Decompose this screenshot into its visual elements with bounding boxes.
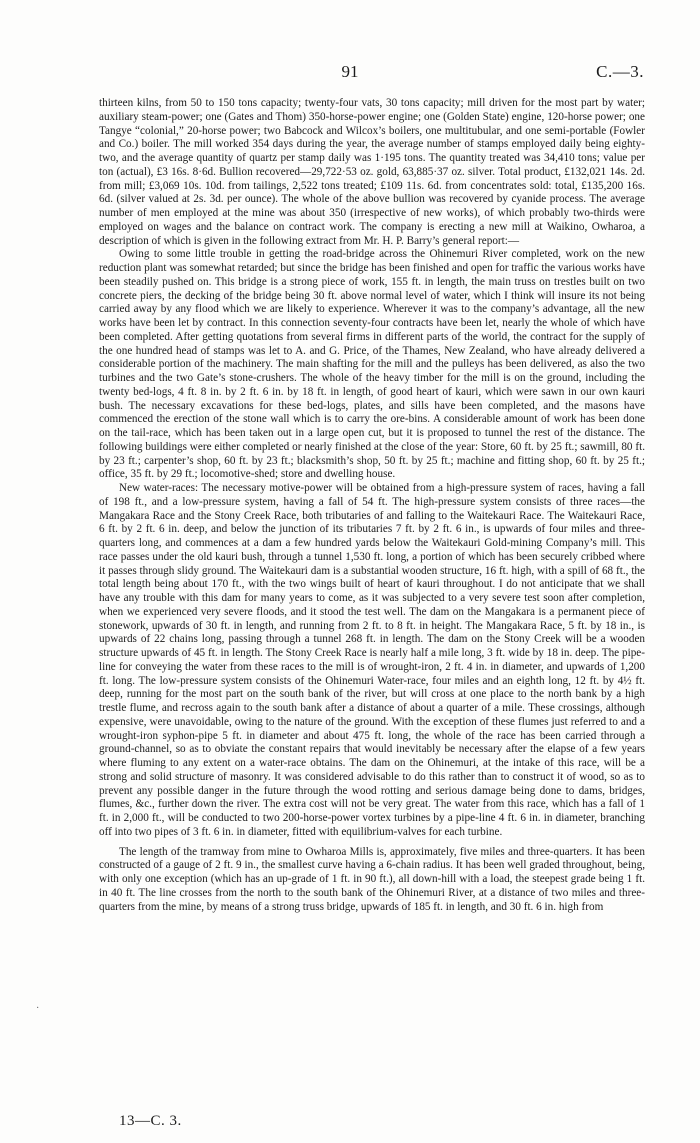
document-reference: C.—3. [596, 62, 644, 81]
margin-mark: · [36, 1003, 40, 1014]
signature-mark: 13—C. 3. [119, 1113, 182, 1129]
paragraph-kilns-and-mill: thirteen kilns, from 50 to 150 tons capacity; twenty-four vats, 30 tons capacity; mill driven for the most part by water; auxiliary steam-power; one (Gates and Thom) 350-horse-power engine; one (Golden State) engine, 120-horse power; one Tangye “colonial,” 20-horse power; two Babcock and Wilcox’s boilers, one multitubular, and one semi-portable (Fowler and Co.) boiler. The mill worked 354 days during the year, the average number of stamps employed daily being eighty-two, and the average quantity of quartz per stamp daily was 1·195 tons. The quantity treated was 34,410 tons; value per ton (actual), £3 16s. 8·6d. Bullion recovered—29,722·53 oz. gold, 63,885·37 oz. silver. Total product, £132,021 14s. 2d. from mill; £3,069 10s. 10d. from tailings, 2,522 tons treated; £109 11s. 6d. from concentrates sold: total, £135,200 16s. 6d. (silver valued at 2s. 3d. per ounce). The whole of the above bullion was recovered by cyanide process. The average number of men employed at the mine was about 350 (irrespective of new works), of which probably two-thirds were employed on wages and the balance on contract work. The company is erecting a new mill at Waikino, Owharoa, a description of which is given in the following extract from Mr. H. P. Barry’s general report:— [99, 97, 645, 247]
page-number: 91 [341, 62, 359, 81]
paragraph-tramway: The length of the tramway from mine to Owharoa Mills is, approximately, five miles and three-quarters. It has been constructed of a gauge of 2 ft. 9 in., the smallest curve having a 6-chain radius. It has been well graded throughout, being, with only one exception (which has an up-grade of 1 ft. in 90 ft.), all down-hill with a load, the steepest grade being 1 ft. in 40 ft. The line crosses from the north to the south bank of the Ohinemuri River, at a distance of two miles and three-quarters from the mine, by means of a strong truss bridge, upwards of 185 ft. in length, and 30 ft. 6 in. high from [99, 845, 645, 913]
paragraph-report-extract: Owing to some little trouble in getting the road-bridge across the Ohinemuri River completed, work on the new reduction plant was somewhat retarded; but since the bridge has been finished and open for traffic the various works have been steadily pushed on. This bridge is a strong piece of work, 155 ft. in length, the main truss on trestles built on two concrete piers, the decking of the bridge being 30 ft. above normal level of water, which I think will insure its not being carried away by any flood which we are likely to experience. Wherever it was to the company’s advantage, all the new works have been let by contract. In this connection seventy-four contracts have been let, nearly the whole of which have been completed. After getting quotations from several firms in different parts of the world, the contract for the supply of the one hundred head of stamps was let to A. and G. Price, of the Thames, New Zealand, who have already delivered a considerable portion of the machinery. The main shafting for the mill and the pulleys has been delivered, as also the two turbines and the two Gate’s stone-crushers. The whole of the heavy timber for the mill is on the ground, including the twenty bed-logs, 4 ft. 8 in. by 2 ft. 6 in. by 18 ft. in length, of good heart of kauri, which were sawn in our own kauri bush. The necessary excavations for these bed-logs, plates, and sills have been completed, and the masons have commenced the erection of the stone wall which is to carry the ore-bins. A considerable amount of work has been done on the tail-race, which has been taken out in a large open cut, but it is proposed to tunnel the rest of the distance. The following buildings were either completed or nearly finished at the close of the year: Store, 60 ft. by 25 ft.; sawmill, 80 ft. by 23 ft.; carpenter’s shop, 60 ft. by 23 ft.; blacksmith’s shop, 50 ft. by 25 ft.; machine and fitting shop, 60 ft. by 25 ft.; office, 35 ft. by 29 ft.; locomotive-shed; store and dwelling house. [99, 248, 645, 481]
body-text [99, 97, 645, 914]
paragraph-water-races: New water-races: The necessary motive-power will be obtained from a high-pressure system of races, having a fall of 198 ft., and a low-pressure system, having a fall of 54 ft. The high-pressure system consists of three races—the Mangakara Race and the Stony Creek Race, both tributaries of and falling to the Waitekauri Race. The Waitekauri Race, 6 ft. by 2 ft. 6 in. deep, and below the junction of its tributaries 7 ft. by 2 ft. 6 in., is upwards of four miles and three-quarters long, and commences at a dam a few hundred yards below the Waitekauri Gold-mining Company’s mill. This race passes under the old kauri bush, through a tunnel 1,530 ft. long, a portion of which has been securely cribbed where it passes through slidy ground. The Waitekauri dam is a substantial wooden structure, 16 ft. high, with a spill of 68 ft., the total length being about 170 ft., with the two wings built of heart of kauri throughout. I do not anticipate that we shall have any trouble with this dam for many years to come, as it was subjected to a very severe test soon after completion, when we experienced very severe floods, and it stood the test well. The dam on the Mangakara is a permanent piece of stonework, upwards of 30 ft. in length, and running from 2 ft. to 8 ft. in height. The Mangakara Race, 5 ft. by 18 in., is upwards of 22 chains long, passing through a tunnel 268 ft. in length. The dam on the Stony Creek will be a wooden structure upwards of 45 ft. in length. The Stony Creek Race is nearly half a mile long, 3 ft. wide by 18 in. deep. The pipe-line for conveying the water from these races to the mill is of wrought-iron, 2 ft. 4 in. in diameter, and upwards of 1,200 ft. long. The low-pressure system consists of the Ohinemuri Water-race, four miles and an eighth long, 12 ft. by 4½ ft. deep, running for the most part on the south bank of the river, but will cross at one place to the north bank by a high trestle flume, and recross again to the south bank after a distance of about a quarter of a mile. These crossings, although expensive, were unavoidable, owing to the nature of the ground. With the exception of these flumes just referred to and a wrought-iron syphon-pipe 5 ft. in diameter and about 475 ft. long, the whole of the race has been carried through a ground-channel, so as to obviate the constant repairs that would inevitably be necessary after the elapse of a few years where fluming to any extent on a water-race obtains. The dam on the Ohinemuri, at the intake of this race, will be a strong and solid structure of masonry. It was considered advisable to do this rather than to construct it of wood, so as to prevent any possible danger in the future through the wood rotting and serious damage being done to dams, bridges, flumes, &c., further down the river. The extra cost will not be very great. The water from this race, which has a fall of 1 ft. in 2,000 ft., will be conducted to two 200-horse-power vortex turbines by a pipe-line 4 ft. 6 in. in diameter, branching off into two pipes of 3 ft. 6 in. in diameter, fitted with equilibrium-valves for each turbine. [99, 482, 645, 838]
